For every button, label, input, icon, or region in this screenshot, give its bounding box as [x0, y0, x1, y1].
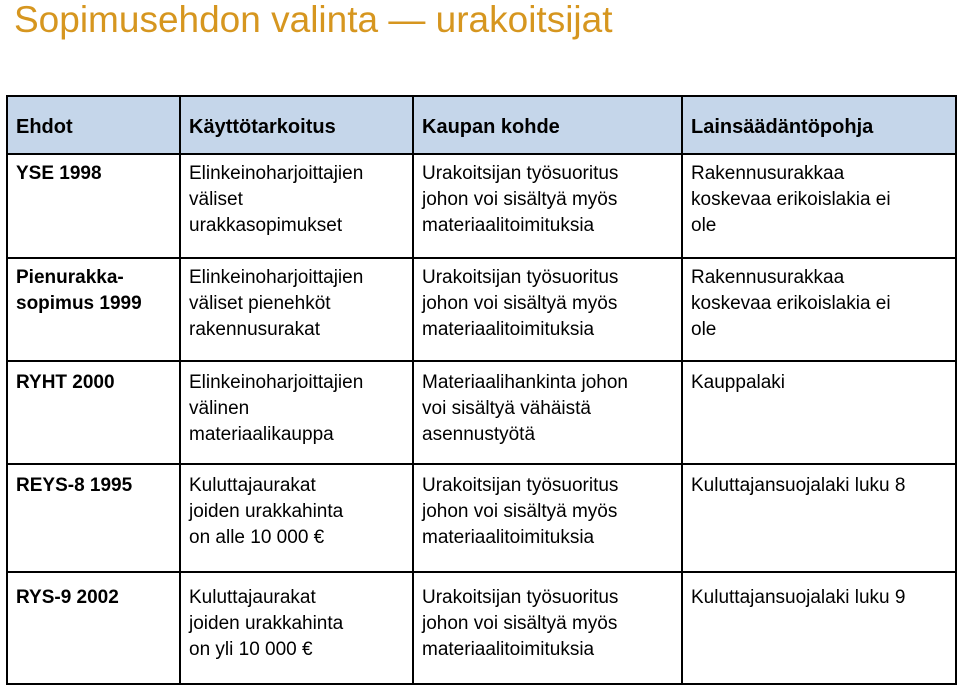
row-3-lainsaadantopohja: Kauppalaki	[691, 372, 786, 393]
row-5-lainsaadantopohja: Kuluttajansuojalaki luku 9	[691, 587, 906, 608]
grid-line	[8, 153, 955, 155]
grid-line	[8, 463, 955, 465]
row-3-kaupan-kohde: Materiaalihankinta johon voi sisältyä vähäistä asennustyötä	[422, 372, 628, 445]
row-5-ehdot: RYS-9 2002	[16, 587, 119, 608]
row-5-kayttotarkoitus: Kuluttajaurakat joiden urakkahinta on yli 10 000 €	[189, 587, 344, 660]
row-4-kayttotarkoitus: Kuluttajaurakat joiden urakkahinta on alle 10 000 €	[189, 475, 344, 548]
row-4-kaupan-kohde: Urakoitsijan työsuoritus johon voi sisältyä myös materiaalitoimituksia	[422, 475, 619, 548]
row-3-ehdot: RYHT 2000	[16, 372, 115, 393]
row-1-lainsaadantopohja: Rakennusurakkaa koskevaa erikoislakia ei ole	[691, 163, 891, 236]
grid-line	[8, 360, 955, 362]
row-3-kayttotarkoitus: Elinkeinoharjoittajien välinen materiaalikauppa	[189, 372, 364, 445]
row-2-kayttotarkoitus: Elinkeinoharjoittajien väliset pienehköt rakennusurakat	[189, 267, 364, 340]
row-4-lainsaadantopohja: Kuluttajansuojalaki luku 8	[691, 475, 906, 496]
row-4-ehdot: REYS-8 1995	[16, 475, 133, 496]
row-2-kaupan-kohde: Urakoitsijan työsuoritus johon voi sisältyä myös materiaalitoimituksia	[422, 267, 619, 340]
header-kaupan-kohde: Kaupan kohde	[422, 116, 560, 138]
grid-line	[681, 97, 683, 683]
row-2-ehdot: Pienurakka- sopimus 1999	[16, 267, 142, 314]
header-kayttotarkoitus: Käyttötarkoitus	[189, 116, 336, 138]
row-1-kaupan-kohde: Urakoitsijan työsuoritus johon voi sisältyä myös materiaalitoimituksia	[422, 163, 619, 236]
grid-line	[412, 97, 414, 683]
row-5-kaupan-kohde: Urakoitsijan työsuoritus johon voi sisältyä myös materiaalitoimituksia	[422, 587, 619, 660]
page-title: Sopimusehdon valinta — urakoitsijat	[14, 0, 613, 40]
header-ehdot: Ehdot	[16, 116, 73, 138]
grid-line	[8, 257, 955, 259]
row-1-kayttotarkoitus: Elinkeinoharjoittajien väliset urakkasopimukset	[189, 163, 364, 236]
contract-table	[6, 95, 957, 685]
header-lainsaadantopohja: Lainsäädäntöpohja	[691, 116, 874, 138]
row-1-ehdot: YSE 1998	[16, 163, 102, 184]
grid-line	[179, 97, 181, 683]
row-2-lainsaadantopohja: Rakennusurakkaa koskevaa erikoislakia ei ole	[691, 267, 891, 340]
grid-line	[8, 571, 955, 573]
